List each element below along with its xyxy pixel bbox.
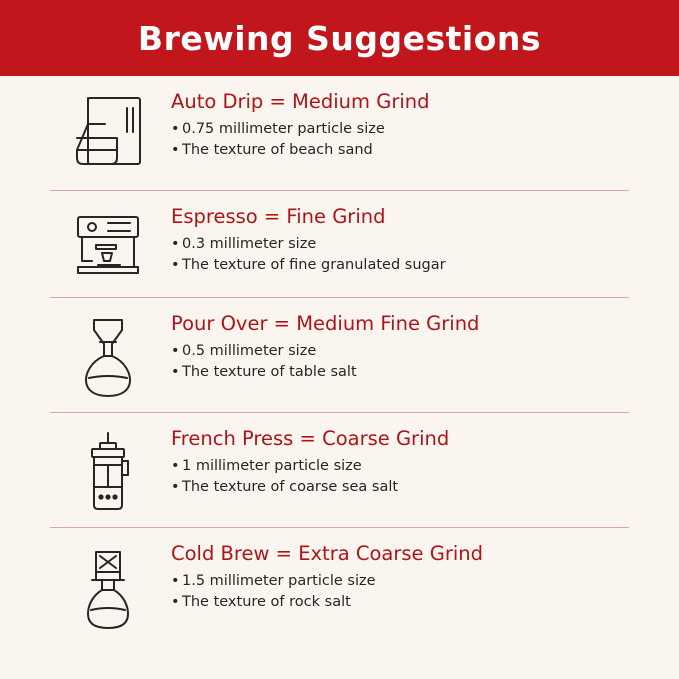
method-bullet	[171, 477, 629, 498]
method-text	[165, 90, 629, 161]
bullet-dot: •	[171, 257, 180, 273]
pour-over-chemex-icon	[50, 312, 165, 400]
list-item	[50, 527, 629, 644]
method-title: Pour Over = Medium Fine Grind	[171, 312, 480, 335]
bullet-text: The texture of coarse sea salt	[182, 479, 399, 495]
list-item	[50, 76, 629, 190]
method-bullet	[171, 571, 629, 592]
bullet-dot: •	[171, 479, 180, 495]
method-bullet	[171, 456, 629, 477]
bullet-dot: •	[171, 594, 180, 610]
header-banner	[0, 0, 679, 76]
method-title: Auto Drip = Medium Grind	[171, 90, 430, 113]
method-bullet	[171, 341, 629, 362]
bullet-dot: •	[171, 458, 180, 474]
list-item	[50, 190, 629, 297]
method-bullet	[171, 255, 629, 276]
bullet-dot: •	[171, 236, 180, 252]
method-bullet	[171, 234, 629, 255]
method-bullet	[171, 362, 629, 383]
method-bullet	[171, 592, 629, 613]
espresso-machine-icon	[50, 205, 165, 285]
bullet-dot: •	[171, 573, 180, 589]
auto-drip-coffee-maker-icon	[50, 90, 165, 178]
french-press-icon	[50, 427, 165, 515]
method-title: Cold Brew = Extra Coarse Grind	[171, 542, 484, 565]
method-title: French Press = Coarse Grind	[171, 427, 450, 450]
bullet-text: 1 millimeter particle size	[182, 458, 362, 474]
list-item	[50, 297, 629, 412]
bullet-text: 0.75 millimeter particle size	[182, 121, 385, 137]
bullet-dot: •	[171, 142, 180, 158]
bullet-dot: •	[171, 343, 180, 359]
bullet-dot: •	[171, 364, 180, 380]
method-bullet	[171, 119, 629, 140]
method-text	[165, 205, 629, 276]
page-title: Brewing Suggestions	[137, 18, 542, 58]
bullet-dot: •	[171, 121, 180, 137]
brewing-methods-list	[0, 76, 679, 644]
method-text	[165, 312, 629, 383]
method-bullet	[171, 140, 629, 161]
cold-brew-dripper-icon	[50, 542, 165, 632]
bullet-text: 1.5 millimeter particle size	[182, 573, 376, 589]
bullet-text: The texture of beach sand	[182, 142, 373, 158]
method-title: Espresso = Fine Grind	[171, 205, 386, 228]
bullet-text: 0.5 millimeter size	[182, 343, 317, 359]
method-text	[165, 542, 629, 613]
bullet-text: 0.3 millimeter size	[182, 236, 317, 252]
bullet-text: The texture of table salt	[182, 364, 357, 380]
bullet-text: The texture of rock salt	[182, 594, 351, 610]
method-text	[165, 427, 629, 498]
bullet-text: The texture of fine granulated sugar	[182, 257, 446, 273]
list-item	[50, 412, 629, 527]
